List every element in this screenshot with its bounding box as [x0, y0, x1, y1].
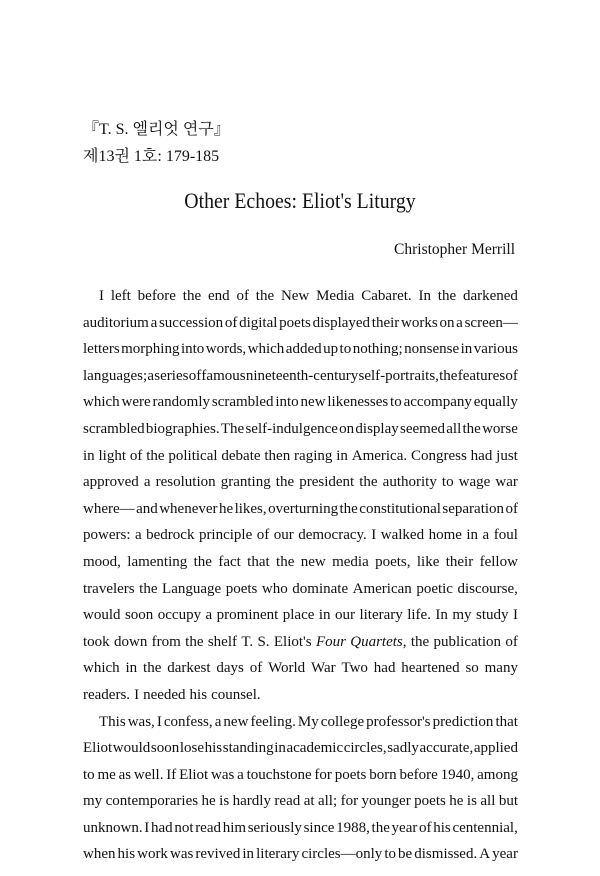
word: hardly [232, 793, 271, 810]
word: president [299, 474, 355, 491]
word: had [373, 660, 396, 677]
paragraph [83, 709, 518, 869]
word: a [143, 474, 151, 491]
word: nineteenth-century [245, 367, 359, 384]
word: letters [83, 341, 120, 358]
word: fellow [479, 553, 518, 570]
word: had [150, 819, 173, 836]
word: I [144, 819, 150, 836]
word: the [410, 633, 430, 650]
word: heartened [401, 660, 460, 677]
word: the [185, 633, 204, 650]
word: not [174, 819, 194, 836]
word: of [419, 819, 432, 836]
word: in [83, 447, 95, 464]
word: display [355, 420, 399, 437]
word: which [83, 660, 120, 677]
word: to [339, 341, 352, 358]
word: our [273, 527, 294, 544]
word: words, [205, 341, 247, 358]
journal-issue: 제13권 1호: 179-185 [83, 148, 220, 165]
word: a [150, 314, 158, 331]
text-line [83, 416, 518, 443]
text-line [83, 709, 518, 736]
word: professor's [366, 713, 431, 730]
word: S. [257, 633, 270, 650]
word: accurate, [419, 740, 474, 757]
word: screen— [464, 314, 518, 331]
text-line [83, 841, 518, 868]
word: had [470, 447, 493, 464]
text-line [83, 469, 518, 496]
word: end [207, 288, 230, 304]
word: born [369, 766, 397, 783]
word: raging [294, 447, 333, 464]
word: me [97, 766, 116, 783]
word: the [146, 447, 165, 464]
article-title: Other Echoes: Eliot's Liturgy [184, 188, 416, 213]
word: circles—only [301, 846, 383, 863]
word: dismissed. [414, 846, 478, 863]
word: poetic [416, 580, 453, 597]
word: home [428, 527, 462, 544]
word: to [384, 846, 396, 863]
word: worse [482, 420, 518, 437]
word: scrambled [83, 420, 145, 437]
word: in [318, 607, 331, 624]
word: Quartets, [350, 633, 407, 650]
word: equally [473, 394, 518, 411]
word: unknown. [83, 819, 143, 836]
word: travelers [83, 580, 135, 597]
word: him [222, 819, 247, 836]
word: I [134, 686, 140, 703]
word: to [83, 766, 95, 783]
word: on [439, 314, 455, 331]
word: of [505, 500, 518, 517]
word: poets [225, 580, 258, 597]
word: light [98, 447, 127, 464]
word: to [441, 474, 454, 491]
word: but [498, 793, 518, 810]
word: In [435, 607, 448, 624]
word: so [465, 660, 479, 677]
word: were [121, 394, 151, 411]
text-line [83, 735, 518, 762]
word: his [433, 819, 451, 836]
word: poets, [375, 553, 411, 570]
word: prediction [432, 713, 494, 730]
word: In [418, 288, 431, 304]
word: Eliot's [273, 633, 312, 650]
text-line [83, 762, 518, 789]
word: I [371, 527, 377, 544]
word: before [137, 288, 176, 304]
word: mood, [83, 553, 121, 570]
text-line [83, 363, 518, 390]
journal-header [83, 116, 230, 170]
word: the [437, 288, 457, 304]
word: life. [407, 607, 431, 624]
word: revived [195, 846, 241, 863]
word: all [446, 420, 462, 437]
word: dominate [292, 580, 349, 597]
text-line [83, 602, 518, 629]
word: is [219, 793, 230, 810]
word: my [452, 607, 472, 624]
word: and [136, 500, 158, 517]
word: digital [239, 314, 278, 331]
word: series [154, 367, 189, 384]
word: darkest [167, 660, 211, 677]
word: the [371, 819, 390, 836]
word: fact [218, 553, 241, 570]
word: accompany [403, 394, 472, 411]
word: younger [361, 793, 411, 810]
word: randomly [152, 394, 211, 411]
word: America. [351, 447, 408, 464]
word: counsel. [211, 686, 261, 703]
word: lamenting [127, 553, 188, 570]
word: in [460, 341, 473, 358]
word: walked [380, 527, 425, 544]
word: from [151, 633, 181, 650]
journal-name: 『T. S. 엘리엇 연구』 [83, 121, 230, 138]
word: overturning [268, 500, 339, 517]
text-line [83, 629, 518, 656]
word: contemporaries [105, 793, 199, 810]
word: whenever [159, 500, 218, 517]
word: seemed [400, 420, 445, 437]
word: applied [473, 740, 518, 757]
word: new [300, 394, 326, 411]
word: then [264, 447, 291, 464]
word: resolution [155, 474, 216, 491]
word: Congress [410, 447, 467, 464]
word: Two [341, 660, 368, 677]
text-line [83, 682, 518, 709]
word: I [156, 713, 162, 730]
word: principle [198, 527, 253, 544]
word: of [129, 447, 143, 464]
word: in [336, 447, 348, 464]
text-line [83, 788, 518, 815]
word: a [214, 713, 222, 730]
word: I [99, 288, 104, 304]
word: their [371, 314, 400, 331]
word: of [505, 367, 518, 384]
word: just [496, 447, 518, 464]
text-line [83, 655, 518, 682]
word: would [112, 740, 151, 757]
word: standing [222, 740, 274, 757]
word: before [399, 766, 438, 783]
word: darkened [462, 288, 518, 304]
word: seriously [247, 819, 302, 836]
word: the [359, 474, 378, 491]
word: political [168, 447, 218, 464]
word: poets [279, 314, 311, 331]
text-line [83, 310, 518, 337]
word: like [416, 553, 440, 570]
word: his [204, 740, 223, 757]
word: a [237, 766, 244, 783]
word: their [445, 553, 474, 570]
word: left [110, 288, 131, 304]
word: for [340, 793, 359, 810]
word: Language [162, 580, 222, 597]
word: powers: [83, 527, 131, 544]
word: T. [241, 633, 254, 650]
word: poets [334, 766, 367, 783]
word: Four [315, 633, 346, 650]
word: our [334, 607, 355, 624]
word: a [205, 607, 213, 624]
word: lose [179, 740, 205, 757]
word: Eliot [179, 766, 209, 783]
word: to [390, 394, 402, 411]
word: touchstone [246, 766, 312, 783]
word: all; [317, 793, 338, 810]
word: literary [256, 846, 300, 863]
word: Eliot [83, 740, 113, 757]
word: he [201, 793, 216, 810]
word: be [398, 846, 413, 863]
text-line [83, 283, 518, 310]
text-line [83, 496, 518, 523]
word: of [236, 288, 249, 304]
word: publication [433, 633, 501, 650]
text-line [83, 576, 518, 603]
word: soon [150, 740, 180, 757]
word: that [247, 553, 270, 570]
text-line [83, 815, 518, 842]
word: the [139, 580, 158, 597]
word: where— [83, 500, 135, 517]
word: war [495, 474, 518, 491]
word: famous [201, 367, 246, 384]
word: days [216, 660, 244, 677]
text-line [83, 336, 518, 363]
word: when [83, 846, 116, 863]
word: which [247, 341, 285, 358]
word: confess, [163, 713, 213, 730]
word: he [449, 793, 464, 810]
word: scrambled [211, 394, 274, 411]
word: 1988, [336, 819, 370, 836]
word: who [261, 580, 288, 597]
word: well. [133, 766, 164, 783]
word: many [484, 660, 518, 677]
word: War [311, 660, 336, 677]
word: the [462, 420, 481, 437]
word: at [303, 793, 315, 810]
word: shelf [207, 633, 237, 650]
word: on [339, 420, 355, 437]
word: feeling. [250, 713, 296, 730]
word: his [189, 686, 208, 703]
word: occupy [157, 607, 202, 624]
word: likes, [234, 500, 267, 517]
word: a [134, 527, 142, 544]
word: a [147, 367, 155, 384]
word: of [224, 314, 238, 331]
word: readers. [83, 686, 131, 703]
text-line [83, 549, 518, 576]
word: the [193, 553, 212, 570]
word: took [83, 633, 110, 650]
word: new [300, 553, 326, 570]
word: auditorium [83, 314, 149, 331]
word: in [274, 740, 286, 757]
word: nothing; [352, 341, 403, 358]
word: down [114, 633, 148, 650]
word: self-portraits, [358, 367, 439, 384]
word: was, [127, 713, 155, 730]
word: the [276, 553, 295, 570]
word: works [401, 314, 438, 331]
word: If [166, 766, 177, 783]
word: year [492, 846, 518, 863]
word: succession [158, 314, 224, 331]
word: a [482, 527, 490, 544]
word: new [223, 713, 249, 730]
word: approved [83, 474, 139, 491]
word: read [274, 793, 301, 810]
word: self-indulgence [245, 420, 338, 437]
word: languages; [83, 367, 148, 384]
word: granting [220, 474, 271, 491]
text-line [83, 522, 518, 549]
word: soon [124, 607, 154, 624]
word: would [83, 607, 121, 624]
word: 1940, [440, 766, 475, 783]
word: for [314, 766, 332, 783]
word: centennial, [452, 819, 518, 836]
word: I [512, 607, 518, 624]
word: of [256, 527, 270, 544]
word: media [332, 553, 369, 570]
word: he [218, 500, 234, 517]
word: likenesses [327, 394, 389, 411]
word: A [479, 846, 491, 863]
word: needed [143, 686, 186, 703]
word: of [505, 633, 518, 650]
word: among [477, 766, 518, 783]
word: was [211, 766, 235, 783]
word: morphing [121, 341, 180, 358]
word: into [180, 341, 205, 358]
word: was [169, 846, 194, 863]
word: literary [359, 607, 403, 624]
word: separation [442, 500, 505, 517]
word: foul [493, 527, 518, 544]
word: circles, [343, 740, 387, 757]
word: Media [316, 288, 355, 304]
word: bedrock [146, 527, 195, 544]
word: various [473, 341, 518, 358]
word: study [475, 607, 509, 624]
word: as [118, 766, 132, 783]
word: is [466, 793, 477, 810]
word: prominent [216, 607, 279, 624]
word: the [143, 660, 162, 677]
word: added [285, 341, 322, 358]
word: nonsense [404, 341, 460, 358]
word: constitutional [359, 500, 441, 517]
word: World [268, 660, 306, 677]
word: This [99, 713, 126, 730]
word: the [182, 288, 202, 304]
word: the [275, 474, 295, 491]
word: that [495, 713, 518, 730]
word: academic [286, 740, 344, 757]
word: authority [382, 474, 437, 491]
word: poets [414, 793, 446, 810]
word: his [117, 846, 136, 863]
paragraph [83, 283, 518, 709]
word: in [466, 527, 479, 544]
word: displayed [312, 314, 371, 331]
word: democracy. [298, 527, 367, 544]
article-body [83, 283, 518, 868]
word: American [352, 580, 412, 597]
word: features [457, 367, 506, 384]
word: Cabaret. [361, 288, 412, 304]
word: the [255, 288, 275, 304]
word: a [456, 314, 463, 331]
word: The [220, 420, 245, 437]
word: discourse, [457, 580, 518, 597]
word: into [275, 394, 299, 411]
word: New [280, 288, 310, 304]
word: debate [221, 447, 261, 464]
word: biographies. [145, 420, 220, 437]
article-author: Christopher Merrill [394, 241, 515, 258]
word: which [83, 394, 120, 411]
word: since [303, 819, 335, 836]
word: up [323, 341, 339, 358]
word: all [480, 793, 496, 810]
word: the [439, 367, 458, 384]
word: my [83, 793, 103, 810]
word: in [242, 846, 255, 863]
word: of [249, 660, 263, 677]
word: place [282, 607, 315, 624]
word: of [188, 367, 202, 384]
text-line [83, 443, 518, 470]
word: year [391, 819, 418, 836]
word: My [297, 713, 319, 730]
word: sadly [387, 740, 419, 757]
word: wage [458, 474, 491, 491]
word: work [137, 846, 168, 863]
text-line [83, 389, 518, 416]
word: college [320, 713, 365, 730]
word: the [339, 500, 358, 517]
word: read [195, 819, 221, 836]
word: in [125, 660, 138, 677]
